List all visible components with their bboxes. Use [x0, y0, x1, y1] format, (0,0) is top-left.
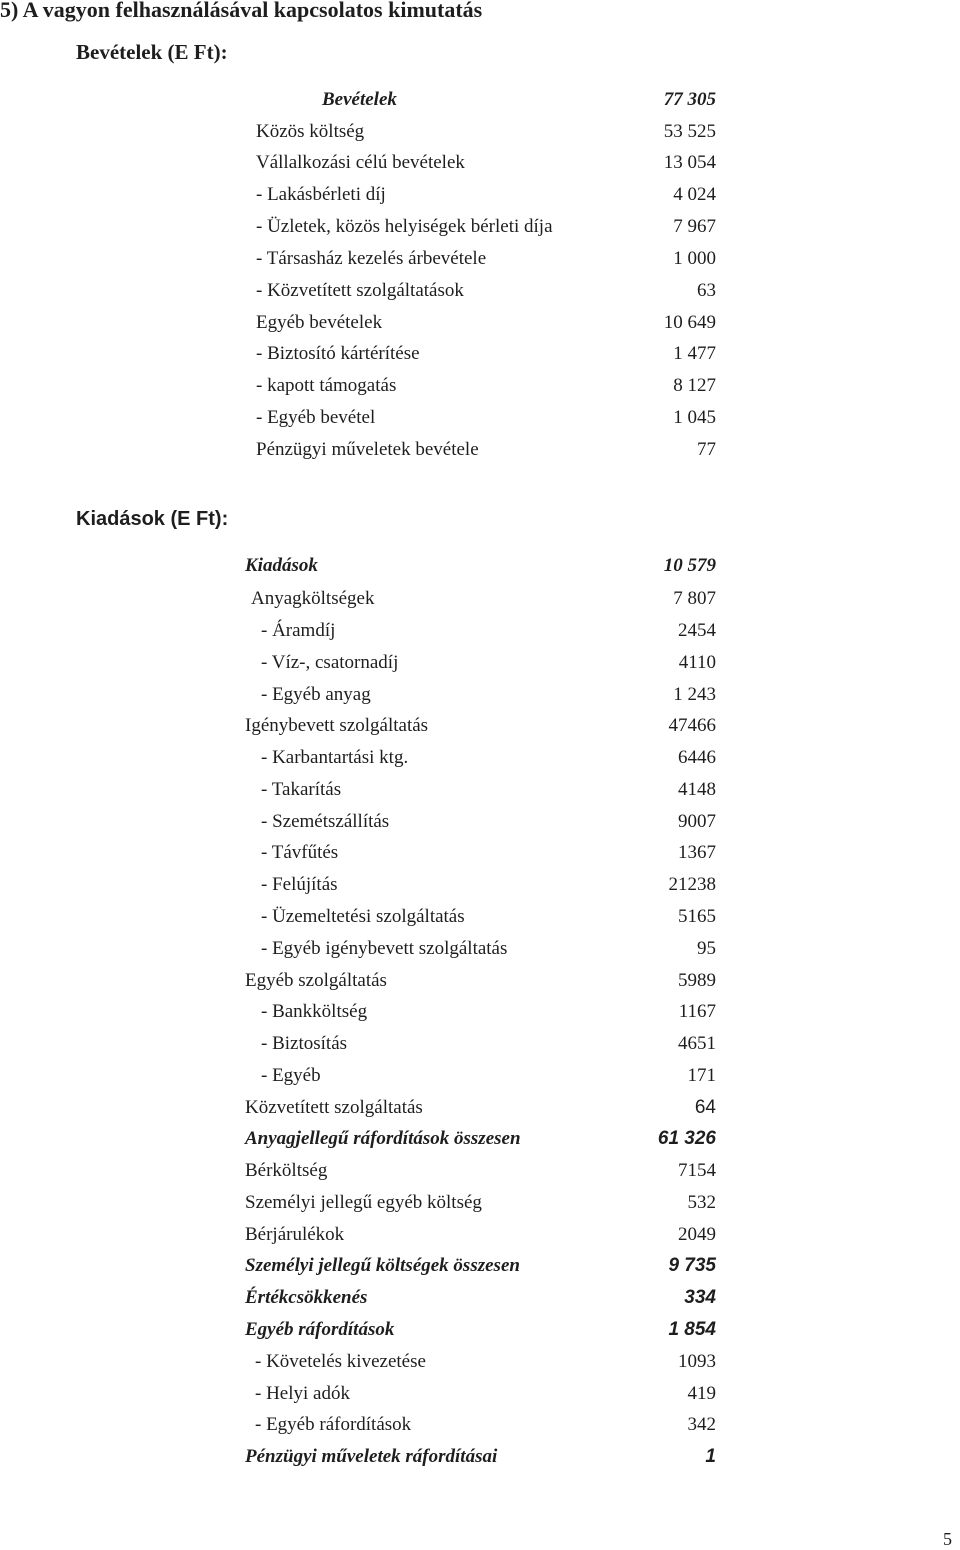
row-label: Anyagköltségek	[251, 588, 375, 609]
row-label: - Egyéb anyag	[261, 684, 371, 705]
row-value: 2049	[678, 1224, 716, 1245]
row-label: Közös költség	[256, 121, 365, 142]
row-label: - Társasház kezelés árbevétele	[256, 248, 487, 269]
row-label: - Követelés kivezetése	[255, 1351, 426, 1372]
expenses-total-row	[245, 551, 716, 581]
expenses-row	[245, 997, 716, 1027]
expenses-row	[245, 1347, 716, 1377]
row-value: 7 967	[673, 216, 716, 237]
expenses-row	[245, 1410, 716, 1440]
row-value: 6446	[678, 747, 716, 768]
row-label: Bérjárulékok	[245, 1224, 345, 1245]
row-value: 4148	[678, 779, 716, 800]
row-label: Pénzügyi műveletek bevétele	[256, 439, 479, 460]
expenses-row	[245, 1061, 716, 1091]
row-label: Pénzügyi műveletek ráfordításai	[245, 1446, 498, 1467]
row-label: Személyi jellegű egyéb költség	[245, 1192, 482, 1213]
row-label: - Egyéb bevétel	[256, 407, 376, 428]
row-value: 63	[697, 280, 716, 301]
row-value: 4110	[678, 652, 716, 673]
expenses-row	[245, 616, 716, 646]
row-value: 61 326	[657, 1128, 716, 1149]
row-label: - kapott támogatás	[256, 375, 397, 396]
row-value: 334	[684, 1287, 716, 1308]
row-label: - Üzletek, közös helyiségek bérleti díja	[256, 216, 553, 237]
row-label: Igénybevett szolgáltatás	[245, 715, 429, 736]
row-value: 64	[694, 1097, 716, 1118]
row-value: 5989	[678, 970, 716, 991]
income-row	[256, 212, 716, 242]
page-number: 5	[943, 1529, 952, 1549]
row-value: 171	[687, 1065, 716, 1086]
income-row	[256, 403, 716, 433]
expenses-row	[245, 1220, 716, 1250]
row-label: Egyéb szolgáltatás	[245, 970, 387, 991]
row-value: 77	[697, 439, 716, 460]
row-value: 10 579	[663, 555, 716, 576]
row-label: - Biztosító kártérítése	[256, 343, 420, 364]
row-value: 9007	[678, 811, 716, 832]
row-value: 1 854	[668, 1319, 716, 1340]
row-value: 532	[687, 1192, 716, 1213]
row-label: Egyéb ráfordítások	[245, 1319, 395, 1340]
income-row	[256, 276, 716, 306]
income-row	[256, 244, 716, 274]
row-value: 10 649	[663, 312, 716, 333]
row-label: - Áramdíj	[261, 620, 336, 641]
row-value: 1 243	[673, 684, 716, 705]
row-value: 2454	[678, 620, 716, 641]
row-label: Bevételek	[322, 89, 397, 110]
row-value: 1	[705, 1446, 716, 1467]
row-value: 21238	[668, 874, 716, 895]
row-label: Anyagjellegű ráfordítások összesen	[245, 1128, 521, 1149]
row-label: Közvetített szolgáltatás	[245, 1097, 423, 1118]
income-row	[256, 180, 716, 210]
income-row	[256, 308, 716, 338]
expenses-row	[245, 1156, 716, 1186]
income-row	[256, 371, 716, 401]
row-label: - Egyéb igénybevett szolgáltatás	[261, 938, 508, 959]
row-label: Egyéb bevételek	[256, 312, 383, 333]
expenses-row	[245, 775, 716, 805]
row-label: Kiadások	[245, 555, 318, 576]
expenses-row	[245, 743, 716, 773]
expenses-title: Kiadások (E Ft):	[76, 508, 229, 530]
income-row	[256, 435, 716, 465]
expenses-row	[245, 1188, 716, 1218]
row-value: 1 477	[673, 343, 716, 364]
row-label: Vállalkozási célú bevételek	[256, 152, 465, 173]
expenses-subtotal-row	[245, 1315, 716, 1345]
row-label: - Távfűtés	[261, 842, 339, 863]
row-label: - Üzemeltetési szolgáltatás	[261, 906, 465, 927]
expenses-subtotal-row	[245, 1251, 716, 1281]
expenses-row	[245, 1379, 716, 1409]
row-label: - Felújítás	[261, 874, 338, 895]
row-label: - Közvetített szolgáltatások	[256, 280, 464, 301]
income-title: Bevételek (E Ft):	[76, 40, 228, 64]
row-label: - Lakásbérleti díj	[256, 184, 386, 205]
row-label: - Egyéb ráfordítások	[255, 1414, 412, 1435]
row-value: 77 305	[663, 89, 716, 110]
row-value: 1367	[678, 842, 716, 863]
row-label: - Bankköltség	[261, 1001, 368, 1022]
row-value: 4 024	[673, 184, 716, 205]
row-label: - Helyi adók	[255, 1383, 350, 1404]
row-label: - Takarítás	[261, 779, 342, 800]
row-label: - Víz-, csatornadíj	[261, 652, 399, 673]
row-label: - Szemétszállítás	[261, 811, 390, 832]
expenses-row	[245, 711, 716, 741]
row-value: 5165	[678, 906, 716, 927]
income-row	[256, 117, 716, 147]
expenses-row	[245, 807, 716, 837]
expenses-subtotal-row	[245, 1442, 716, 1472]
row-value: 1093	[678, 1351, 716, 1372]
row-value: 53 525	[663, 121, 716, 142]
expenses-row	[245, 1093, 716, 1123]
row-value: 342	[687, 1414, 716, 1435]
row-value: 1 000	[673, 248, 716, 269]
expenses-row	[245, 902, 716, 932]
row-value: 1167	[678, 1001, 716, 1022]
row-label: Értékcsökkenés	[245, 1287, 368, 1308]
row-label: - Biztosítás	[261, 1033, 348, 1054]
expenses-row	[245, 966, 716, 996]
row-label: Személyi jellegű költségek összesen	[245, 1255, 520, 1276]
expenses-row	[245, 680, 716, 710]
expenses-row	[245, 934, 716, 964]
income-row	[256, 339, 716, 369]
row-value: 419	[687, 1383, 716, 1404]
row-label: - Egyéb	[261, 1065, 321, 1086]
row-value: 8 127	[673, 375, 716, 396]
row-label: - Karbantartási ktg.	[261, 747, 409, 768]
income-total-row	[256, 85, 716, 115]
page-heading: 5) A vagyon felhasználásával kapcsolatos kimutatás	[0, 0, 483, 22]
expenses-subtotal-row	[245, 1283, 716, 1313]
row-value: 47466	[668, 715, 716, 736]
row-value: 95	[697, 938, 716, 959]
row-value: 7 807	[673, 588, 716, 609]
expenses-subtotal-row	[245, 1124, 716, 1154]
row-value: 1 045	[673, 407, 716, 428]
row-label: Bérköltség	[245, 1160, 328, 1181]
row-value: 4651	[678, 1033, 716, 1054]
row-value: 13 054	[663, 152, 716, 173]
expenses-row	[245, 870, 716, 900]
income-row	[256, 148, 716, 178]
row-value: 7154	[678, 1160, 716, 1181]
expenses-row	[245, 838, 716, 868]
row-value: 9 735	[668, 1255, 716, 1276]
expenses-row	[245, 584, 716, 614]
expenses-row	[245, 1029, 716, 1059]
expenses-row	[245, 648, 716, 678]
